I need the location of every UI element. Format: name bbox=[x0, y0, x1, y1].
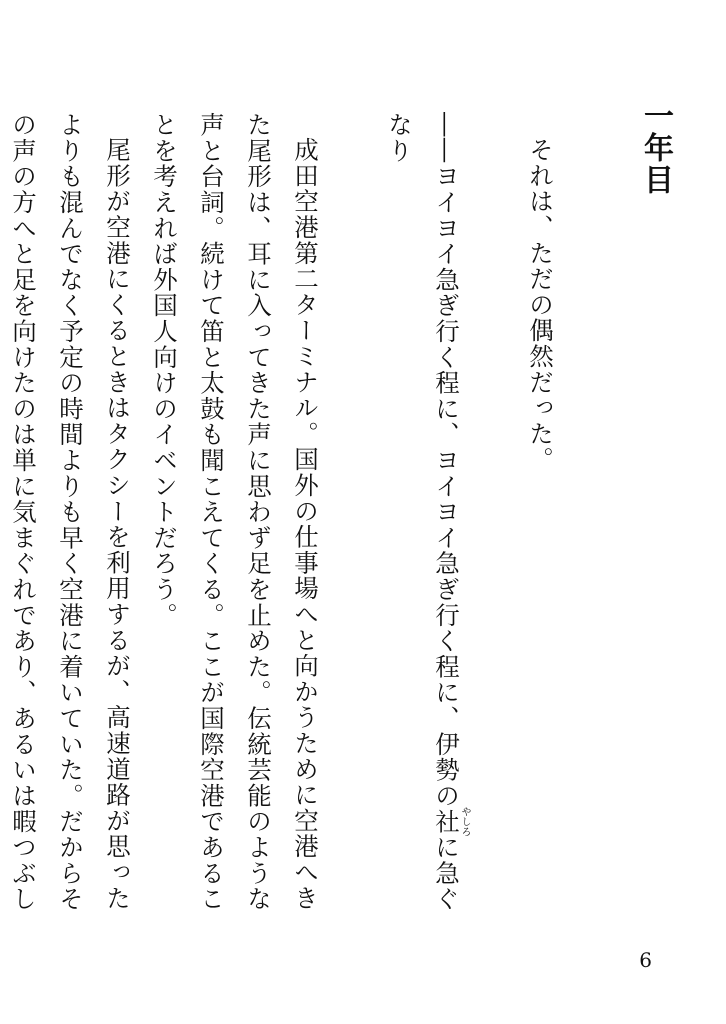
body-text bbox=[0, 112, 564, 932]
paragraph-opening: それは、ただの偶然だった。 bbox=[526, 136, 555, 472]
song-text-end: に急ぐなり bbox=[385, 112, 461, 912]
blank-line bbox=[470, 112, 517, 932]
paragraph-terminal: 成田空港第二ターミナル。国外の仕事場へと向かうために空港へきた尾形は、耳に入ってきた声に思わず足を止めた。伝統芸能のような声と台詞。続けて笛と太鼓も聞こえてくる。ここが国際空港であることを考えれば外国人向けのイベントだろう。 bbox=[150, 112, 320, 912]
blank-line bbox=[329, 112, 376, 932]
ruby-base: 社 bbox=[432, 806, 461, 837]
song-text: ――ヨイヨイ急ぎ行く程に、ヨイヨイ急ぎ行く程に、伊勢の bbox=[432, 112, 461, 809]
ruby-reading: やしろ bbox=[459, 806, 470, 837]
paragraph-taxi: 尾形が空港にくるときはタクシーを利用するが、高速道路が思ったよりも混んでなく予定の時間よりも早く空港に着いていた。だからその声の方へと足を向けたのは単に気まぐれであり、あるいは暇つぶし bbox=[9, 112, 132, 912]
chapter-title: 一年目 bbox=[638, 100, 673, 196]
page-number: 6 bbox=[639, 948, 652, 972]
ruby-yashiro bbox=[432, 806, 470, 837]
paragraph-song bbox=[376, 112, 470, 932]
